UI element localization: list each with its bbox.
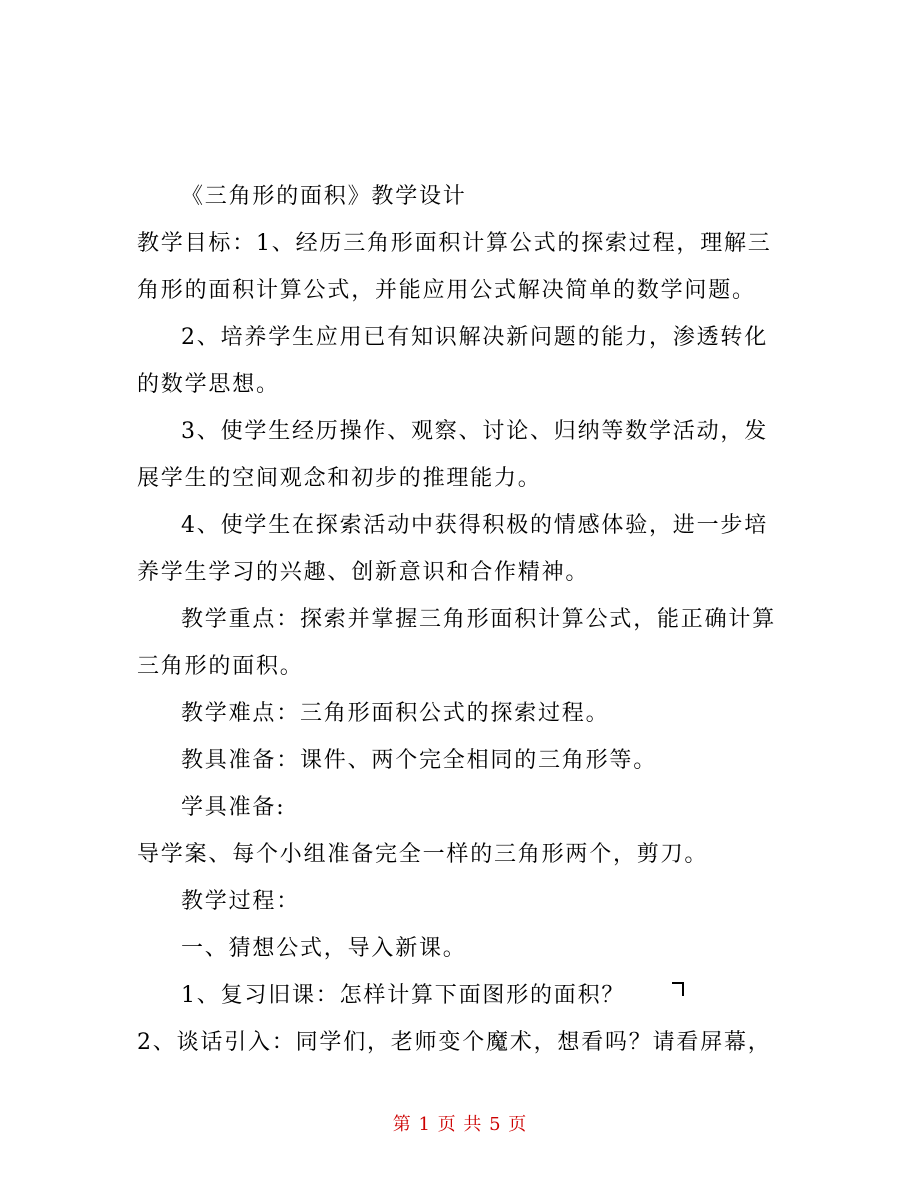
paragraph-line: 展学生的空间观念和初步的推理能力。 — [137, 466, 542, 491]
paragraph-line: 的数学思想。 — [137, 372, 280, 397]
page-indicator: 第 1 页 共 5 页 — [392, 1114, 528, 1135]
paragraph-line: 导学案、每个小组准备完全一样的三角形两个，剪刀。 — [137, 842, 709, 867]
paragraph-line: 养学生学习的兴趣、创新意识和合作精神。 — [137, 560, 590, 585]
paragraph-line: 教具准备：课件、两个完全相同的三角形等。 — [181, 748, 658, 773]
corner-bracket-icon — [672, 982, 684, 996]
paragraph-line: 三角形的面积。 — [137, 654, 304, 679]
paragraph-line: 角形的面积计算公式，并能应用公式解决简单的数学问题。 — [137, 278, 756, 303]
paragraph-line: 4、使学生在探索活动中获得积极的情感体验，进一步培 — [181, 513, 768, 538]
paragraph-line: 1、复习旧课：怎样计算下面图形的面积？ — [181, 983, 626, 1008]
paragraph-line: 一、猜想公式，导入新课。 — [181, 936, 467, 961]
paragraph-line: 教学过程： — [181, 889, 301, 914]
document-title: 《三角形的面积》教学设计 — [181, 184, 467, 209]
paragraph-line: 2、培养学生应用已有知识解决新问题的能力，渗透转化 — [181, 325, 768, 350]
paragraph-line: 教学目标：1、经历三角形面积计算公式的探索过程，理解三 — [137, 231, 772, 256]
paragraph-line: 教学重点：探索并掌握三角形面积计算公式，能正确计算 — [181, 607, 777, 632]
paragraph-line: 教学难点：三角形面积公式的探索过程。 — [181, 701, 610, 726]
paragraph-line: 学具准备: — [181, 795, 286, 820]
paragraph-line: 3、使学生经历操作、观察、讨论、归纳等数学活动，发 — [181, 419, 768, 444]
paragraph-line: 2、谈话引入：同学们，老师变个魔术，想看吗？请看屏幕， — [137, 1030, 772, 1055]
